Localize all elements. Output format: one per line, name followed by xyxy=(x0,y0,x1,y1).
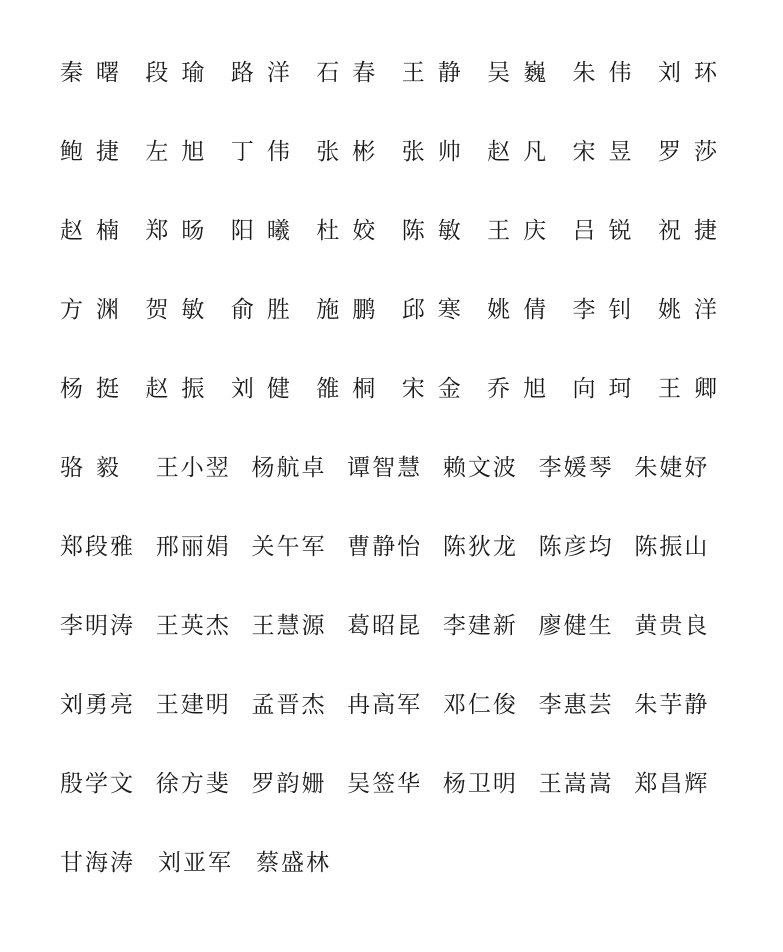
name-entry: 杨航卓 xyxy=(251,455,327,481)
name-row xyxy=(60,605,730,684)
name-entry: 王慧源 xyxy=(251,613,327,639)
name-entry: 鲍捷 xyxy=(60,139,132,165)
name-entry: 赵楠 xyxy=(60,218,132,244)
name-entry: 贺敏 xyxy=(145,297,218,323)
name-entry: 刘环 xyxy=(657,60,730,86)
name-entry: 罗莎 xyxy=(657,139,730,165)
name-entry: 骆毅 xyxy=(60,455,132,481)
name-entry: 施鹏 xyxy=(316,297,389,323)
name-entry: 张彬 xyxy=(316,139,389,165)
name-entry: 吴巍 xyxy=(487,60,560,86)
name-entry: 吕锐 xyxy=(572,218,645,244)
name-entry: 阳曦 xyxy=(230,218,303,244)
name-entry: 方渊 xyxy=(60,297,132,323)
name-entry: 李明涛 xyxy=(60,613,135,639)
name-entry: 宋金 xyxy=(401,376,474,402)
name-entry: 甘海涛 xyxy=(60,850,135,876)
name-entry: 吴签华 xyxy=(347,771,423,797)
name-entry: 左旭 xyxy=(145,139,218,165)
name-entry: 郑旸 xyxy=(145,218,218,244)
name-entry: 王庆 xyxy=(487,218,560,244)
name-entry: 徐方斐 xyxy=(155,771,231,797)
name-entry: 赖文波 xyxy=(442,455,518,481)
name-entry: 王静 xyxy=(401,60,474,86)
name-entry: 刘健 xyxy=(230,376,303,402)
name-entry: 王小翌 xyxy=(155,455,231,481)
name-list xyxy=(60,52,730,921)
name-row xyxy=(60,447,730,526)
name-entry: 姚倩 xyxy=(487,297,560,323)
name-entry: 郑段雅 xyxy=(60,534,135,560)
name-entry: 葛昭昆 xyxy=(347,613,423,639)
name-entry: 王卿 xyxy=(657,376,730,402)
name-entry: 李建新 xyxy=(442,613,518,639)
name-entry: 王英杰 xyxy=(155,613,231,639)
name-entry: 石春 xyxy=(316,60,389,86)
name-entry: 曹静怡 xyxy=(347,534,423,560)
name-entry: 谭智慧 xyxy=(347,455,423,481)
name-entry: 向珂 xyxy=(572,376,645,402)
name-entry: 俞胜 xyxy=(230,297,303,323)
name-entry: 廖健生 xyxy=(538,613,614,639)
name-row xyxy=(60,289,730,368)
name-entry: 朱伟 xyxy=(572,60,645,86)
name-row xyxy=(60,210,730,289)
name-entry: 邓仁俊 xyxy=(442,692,518,718)
name-entry: 朱婕妤 xyxy=(634,455,710,481)
name-entry: 黄贵良 xyxy=(634,613,710,639)
name-entry: 杨卫明 xyxy=(442,771,518,797)
name-entry: 刘亚军 xyxy=(158,850,233,876)
name-entry: 冉高军 xyxy=(347,692,423,718)
name-entry: 陈彦均 xyxy=(538,534,614,560)
name-entry: 赵凡 xyxy=(487,139,560,165)
name-row xyxy=(60,52,730,131)
name-entry: 宋昱 xyxy=(572,139,645,165)
name-entry: 李媛琴 xyxy=(538,455,614,481)
name-entry: 秦曙 xyxy=(60,60,132,86)
name-entry: 段瑜 xyxy=(145,60,218,86)
name-entry: 王嵩嵩 xyxy=(538,771,614,797)
name-entry: 乔旭 xyxy=(487,376,560,402)
name-entry: 孟晋杰 xyxy=(251,692,327,718)
name-row xyxy=(60,368,730,447)
name-entry: 张帅 xyxy=(401,139,474,165)
name-entry: 关午军 xyxy=(251,534,327,560)
name-entry: 蔡盛林 xyxy=(256,850,331,876)
name-entry: 祝捷 xyxy=(657,218,730,244)
name-entry: 王建明 xyxy=(155,692,231,718)
name-row xyxy=(60,684,730,763)
name-row xyxy=(60,842,730,921)
name-entry: 郑昌辉 xyxy=(634,771,710,797)
name-entry: 赵振 xyxy=(145,376,218,402)
name-entry: 陈敏 xyxy=(401,218,474,244)
name-entry: 刘勇亮 xyxy=(60,692,135,718)
name-entry: 邱寒 xyxy=(401,297,474,323)
name-row xyxy=(60,763,730,842)
name-entry: 殷学文 xyxy=(60,771,135,797)
name-entry: 李钊 xyxy=(572,297,645,323)
name-entry: 杜姣 xyxy=(316,218,389,244)
name-row xyxy=(60,526,730,605)
name-entry: 丁伟 xyxy=(230,139,303,165)
name-entry: 雒桐 xyxy=(316,376,389,402)
name-entry: 陈狄龙 xyxy=(442,534,518,560)
name-row xyxy=(60,131,730,210)
name-entry: 姚洋 xyxy=(657,297,730,323)
name-entry: 李惠芸 xyxy=(538,692,614,718)
name-entry: 陈振山 xyxy=(634,534,710,560)
name-entry: 朱芋静 xyxy=(634,692,710,718)
name-entry: 杨挺 xyxy=(60,376,132,402)
name-entry: 罗韵姗 xyxy=(251,771,327,797)
name-entry: 路洋 xyxy=(230,60,303,86)
name-entry: 邢丽娟 xyxy=(155,534,231,560)
